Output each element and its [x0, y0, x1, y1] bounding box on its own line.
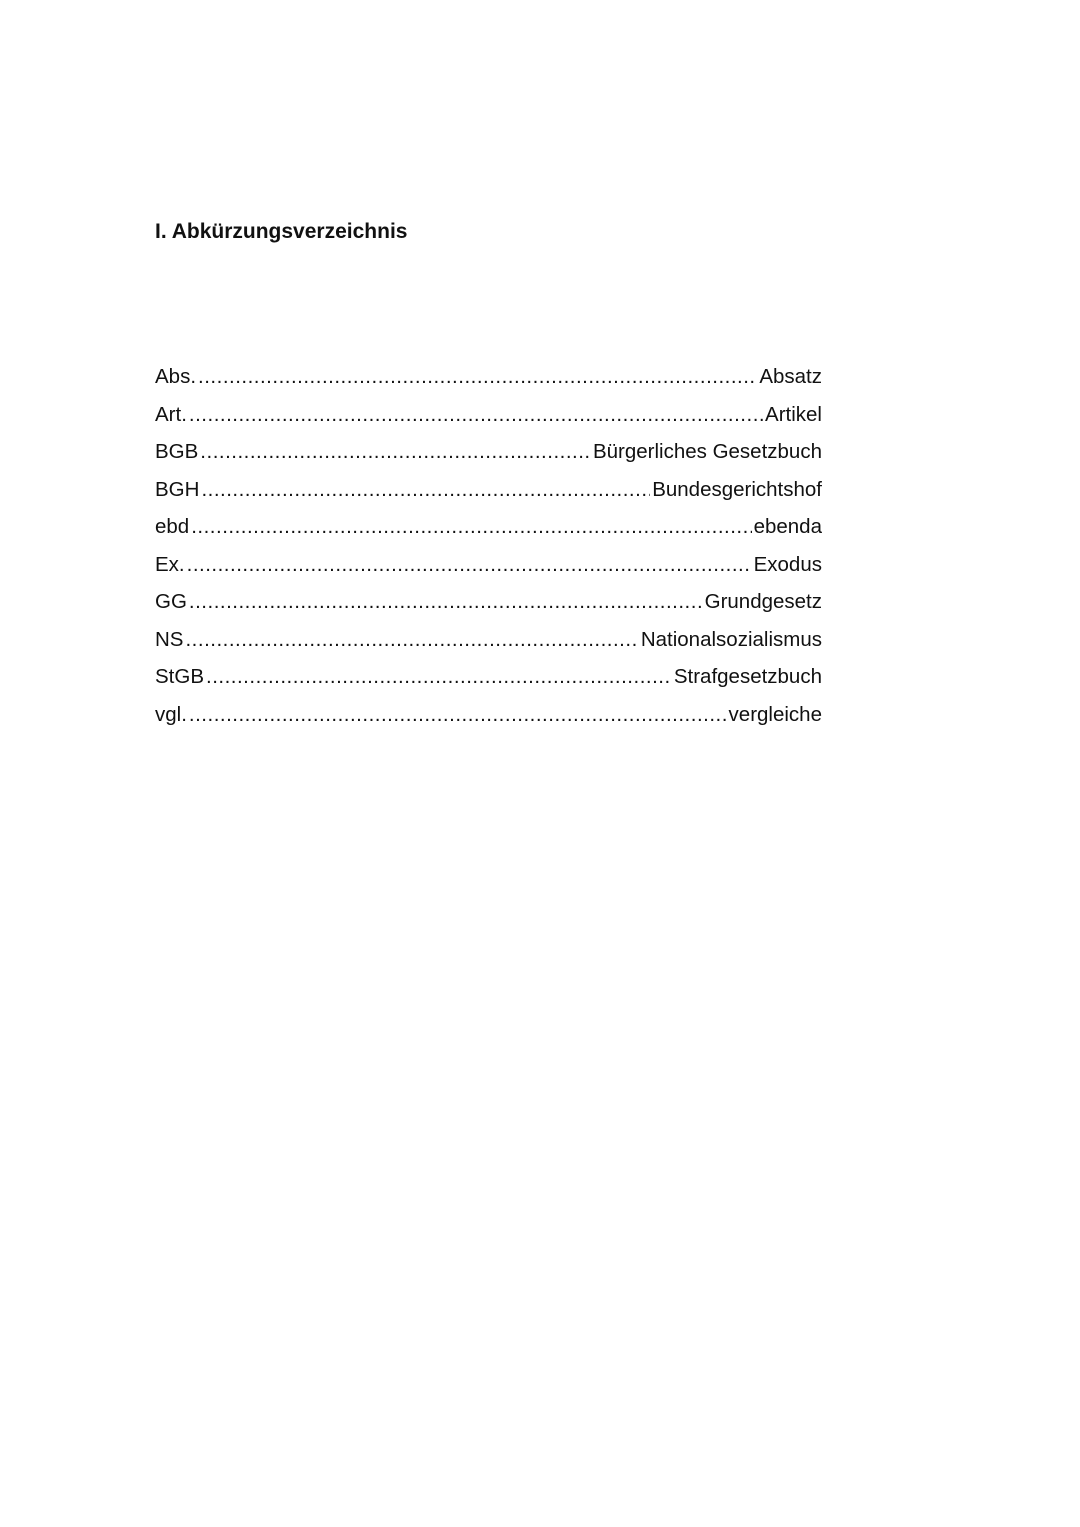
dot-leader	[200, 437, 591, 467]
abbreviation: BGH	[155, 477, 200, 501]
dot-leader	[185, 625, 638, 655]
list-item	[155, 475, 822, 513]
list-item	[155, 587, 822, 625]
abbreviation-meaning: ebenda	[753, 515, 822, 538]
dot-leader	[189, 700, 727, 730]
dot-leader	[198, 362, 757, 392]
abbreviation-meaning: Grundgesetz	[704, 590, 822, 613]
abbreviation-meaning: Strafgesetzbuch	[673, 665, 822, 688]
abbreviation: ebd	[155, 515, 190, 538]
abbreviation: GG	[155, 590, 187, 613]
abbreviation-meaning: Exodus	[753, 552, 822, 576]
list-item	[155, 550, 822, 588]
dot-leader	[201, 475, 650, 505]
abbreviation: Abs.	[155, 365, 197, 388]
abbreviation-meaning: Nationalsozialismus	[640, 627, 822, 651]
abbreviation-meaning: Bundesgerichtshof	[652, 477, 822, 501]
list-item	[155, 662, 822, 700]
list-item	[155, 625, 822, 663]
list-item	[155, 437, 822, 475]
dot-leader	[189, 587, 703, 617]
dot-leader	[206, 662, 672, 692]
list-item	[155, 512, 822, 550]
abbreviation: vgl.	[155, 702, 187, 726]
section-heading: I. Abkürzungsverzeichnis	[155, 220, 408, 243]
abbreviation: Art.	[155, 402, 187, 426]
list-item	[155, 362, 822, 400]
abbreviation: StGB	[155, 665, 204, 688]
abbreviation-meaning: Absatz	[759, 365, 822, 388]
list-item	[155, 700, 822, 738]
abbreviation: NS	[155, 627, 184, 651]
dot-leader	[189, 400, 763, 430]
dot-leader	[191, 512, 751, 542]
abbreviation-list	[155, 362, 822, 737]
abbreviation-meaning: Artikel	[765, 402, 822, 426]
abbreviation-meaning: vergleiche	[728, 702, 822, 726]
abbreviation: BGB	[155, 440, 199, 463]
abbreviation: Ex.	[155, 552, 185, 576]
dot-leader	[187, 550, 752, 580]
list-item	[155, 400, 822, 438]
abbreviation-meaning: Bürgerliches Gesetzbuch	[592, 440, 822, 463]
